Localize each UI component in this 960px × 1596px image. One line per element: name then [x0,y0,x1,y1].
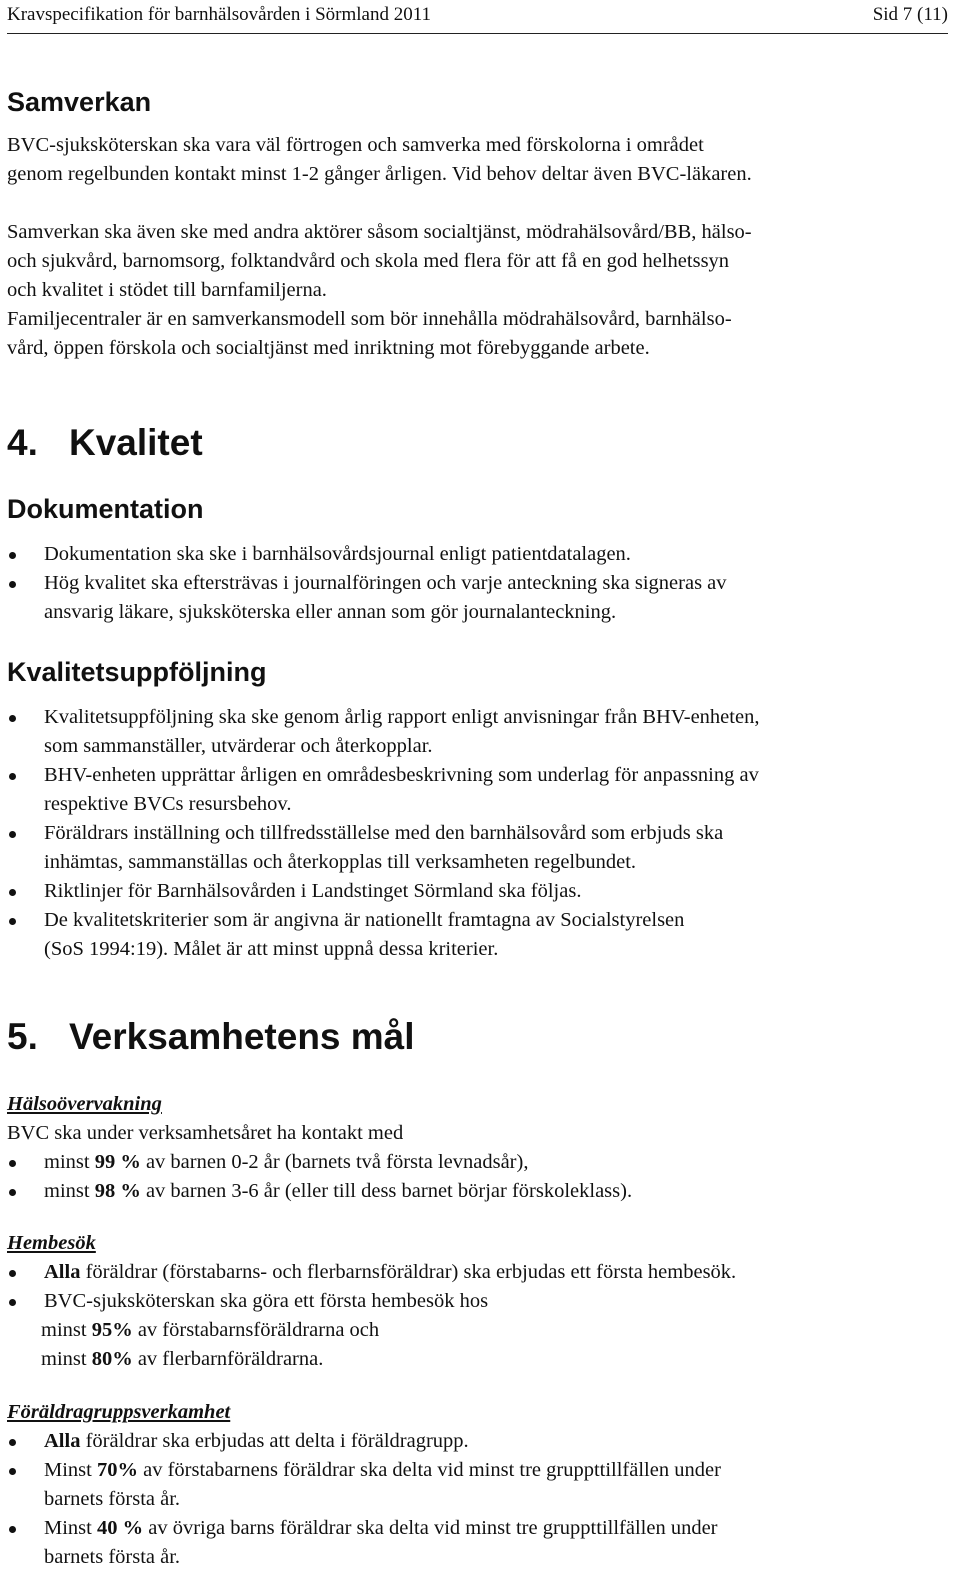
paragraph-line: och kvalitet i stödet till barnfamiljerna. [7,279,327,301]
list-item: De kvalitetskriterier som är angivna är nationellt framtagna av Socialstyrelsen [44,909,685,931]
chapter-title: Verksamhetens mål [69,1016,415,1057]
text-fragment: föräldrar (förstabarns- och flerbarnsföräldrar) ska erbjudas ett första hembesök. [80,1261,737,1283]
bullet-icon [9,552,16,559]
subheading-halsoovervakning: Hälsoövervakning [7,1093,162,1115]
indented-line [41,1345,323,1374]
bullet-icon [9,1160,16,1167]
section-heading-samverkan: Samverkan [7,87,152,117]
text-fragment: av barnen 3-6 år (eller till dess barnet börjar förskoleklass). [140,1180,633,1202]
bullet-icon [9,918,16,925]
percentage-value: 80% [91,1348,133,1370]
chapter-title: Kvalitet [69,422,203,463]
bullet-icon [9,773,16,780]
bullet-icon [9,1189,16,1196]
list-item [44,1514,718,1543]
list-item-continuation: barnets första år. [44,1488,181,1510]
bullet-icon [9,1439,16,1446]
text-fragment: Minst [44,1459,97,1481]
bullet-icon [9,1270,16,1277]
emphasis-word: Alla [44,1261,81,1283]
emphasis-word: Alla [44,1430,81,1452]
text-fragment: minst [44,1151,95,1173]
list-item [44,1177,632,1206]
list-item: BVC-sjuksköterskan ska göra ett första hembesök hos [44,1290,489,1312]
text-fragment: minst [41,1319,92,1341]
paragraph-line: Familjecentraler är en samverkansmodell som bör innehålla mödrahälsovård, barnhälso- [7,308,732,330]
paragraph-line: BVC ska under verksamhetsåret ha kontakt med [7,1122,404,1144]
text-fragment: av barnen 0-2 år (barnets två första levnadsår), [140,1151,529,1173]
chapter-heading-verksamhetens-mal [7,1016,415,1058]
subheading-hembesok: Hembesök [7,1232,96,1254]
text-fragment: föräldrar ska erbjudas att delta i föräldragrupp. [80,1430,469,1452]
text-fragment: minst [41,1348,92,1370]
percentage-value: 99 % [94,1151,141,1173]
paragraph-line: BVC-sjuksköterskan ska vara väl förtrogen och samverka med förskolorna i området [7,134,704,156]
chapter-number: 5. [7,1016,38,1057]
list-item-continuation: som sammanställer, utvärderar och återkopplar. [44,735,433,757]
text-fragment: Minst [44,1517,97,1539]
document-title: Kravspecifikation för barnhälsovården i Sörmland 2011 [7,4,432,25]
bullet-icon [9,1468,16,1475]
text-fragment: av flerbarnföräldrarna. [132,1348,324,1370]
percentage-value: 95% [91,1319,133,1341]
bullet-icon [9,889,16,896]
list-item: Dokumentation ska ske i barnhälsovårdsjournal enligt patientdatalagen. [44,543,631,565]
list-item-continuation: barnets första år. [44,1546,181,1568]
list-item: Riktlinjer för Barnhälsovården i Landstinget Sörmland ska följas. [44,880,582,902]
percentage-value: 98 % [94,1180,141,1202]
chapter-number: 4. [7,422,38,463]
list-item-continuation: (SoS 1994:19). Målet är att minst uppnå dessa kriterier. [44,938,499,960]
paragraph-line: genom regelbunden kontakt minst 1-2 gånger årligen. Vid behov deltar även BVC-läkaren. [7,163,752,185]
page-number: Sid 7 (11) [872,4,948,25]
list-item: Hög kvalitet ska eftersträvas i journalföringen och varje anteckning ska signeras av [44,572,727,594]
text-fragment: av förstabarnens föräldrar ska delta vid minst tre gruppttillfällen under [137,1459,721,1481]
list-item-continuation: respektive BVCs resursbehov. [44,793,292,815]
section-heading-dokumentation: Dokumentation [7,494,204,524]
bullet-icon [9,715,16,722]
bullet-icon [9,831,16,838]
text-fragment: minst [44,1180,95,1202]
percentage-value: 70% [96,1459,138,1481]
list-item: Kvalitetsuppföljning ska ske genom årlig rapport enligt anvisningar från BHV-enheten, [44,706,760,728]
text-fragment: av förstabarnsföräldrarna och [132,1319,380,1341]
indented-line [41,1316,379,1345]
percentage-value: 40 % [96,1517,144,1539]
list-item: Föräldrars inställning och tillfredsställelse med den barnhälsovård som erbjuds ska [44,822,724,844]
bullet-icon [9,581,16,588]
list-item [44,1148,528,1177]
paragraph-line: vård, öppen förskola och socialtjänst med inriktning mot förebyggande arbete. [7,337,650,359]
list-item [44,1427,469,1456]
list-item: BHV-enheten upprättar årligen en områdesbeskrivning som underlag för anpassning av [44,764,759,786]
paragraph-line: och sjukvård, barnomsorg, folktandvård och skola med flera för att få en god helhetssyn [7,250,730,272]
subheading-foraldragrupp: Föräldragruppsverkamhet [7,1401,231,1423]
list-item [44,1456,721,1485]
bullet-icon [9,1299,16,1306]
bullet-icon [9,1526,16,1533]
paragraph-line: Samverkan ska även ske med andra aktörer såsom socialtjänst, mödrahälsovård/BB, hälso- [7,221,752,243]
list-item-continuation: inhämtas, sammanställas och återkopplas till verksamheten regelbundet. [44,851,637,873]
list-item [44,1258,736,1287]
section-heading-kvalitetsuppfoljning: Kvalitetsuppföljning [7,657,267,687]
page-header [7,3,948,34]
chapter-heading-kvalitet [7,422,203,464]
text-fragment: av övriga barns föräldrar ska delta vid minst tre gruppttillfällen under [143,1517,718,1539]
list-item-continuation: ansvarig läkare, sjuksköterska eller annan som gör journalanteckning. [44,601,617,623]
